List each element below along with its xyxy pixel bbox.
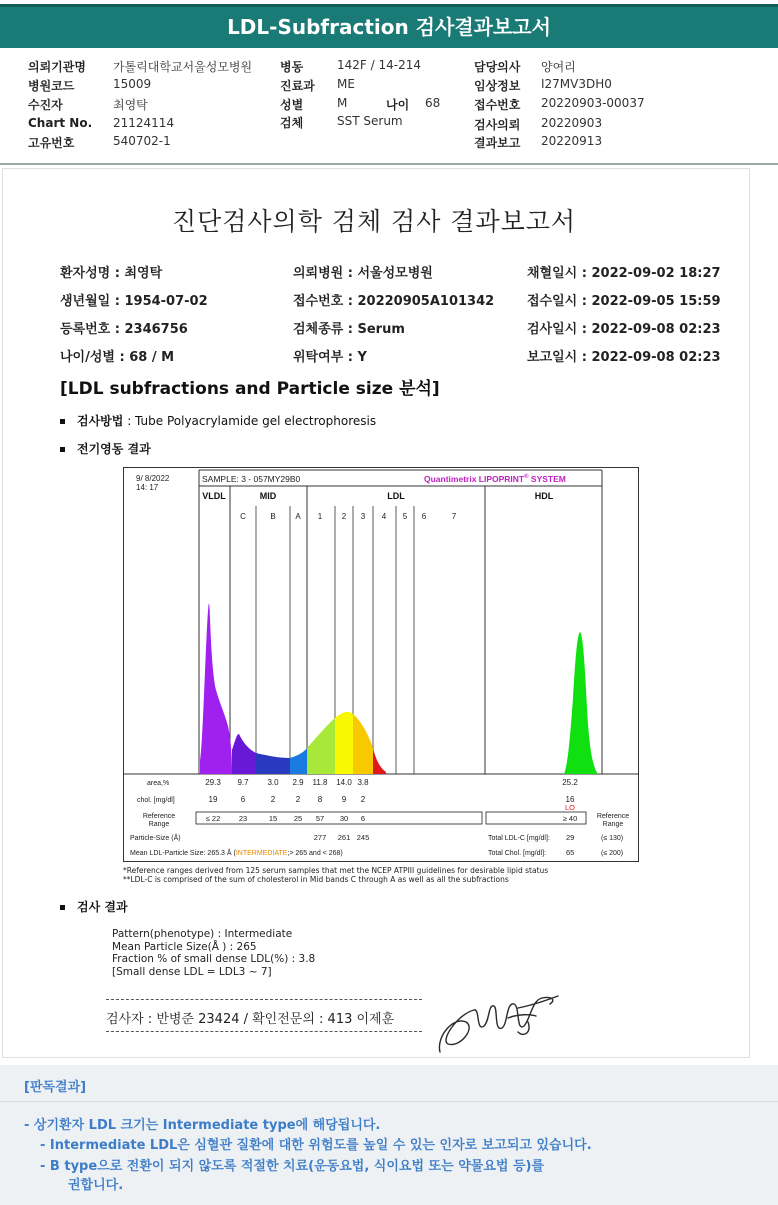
- request-info: [0, 54, 778, 164]
- band-label: A: [295, 512, 301, 521]
- ldl3-band: [353, 714, 373, 774]
- particle-value: 261: [337, 833, 351, 842]
- receipt-number: 접수번호 : 20220905A101342: [293, 294, 495, 309]
- total-ldl-value: 29: [566, 833, 575, 842]
- chol-value: 6: [240, 795, 246, 804]
- particle-label: Particle-Size (Å): [130, 835, 181, 842]
- total-ldl-label: Total LDL-C [mg/dl]:: [488, 835, 550, 842]
- info-value: 142F / 14-214: [337, 58, 421, 72]
- result-mean-size: Mean Particle Size(Å ) : 265: [112, 940, 257, 953]
- specimen-type: 검체종류 : Serum: [293, 322, 405, 337]
- ref-label: Range: [148, 821, 170, 828]
- ref-value: 6: [360, 814, 366, 823]
- info-value: 20220903-00037: [541, 96, 645, 110]
- method-line: [60, 412, 376, 429]
- section-heading: [LDL subfractions and Particle size 분석]: [60, 379, 440, 399]
- info-value: 540702-1: [113, 134, 171, 148]
- particle-value: 277: [313, 833, 327, 842]
- result-block: [112, 928, 315, 978]
- info-value: 68: [425, 96, 441, 110]
- interpretation-line: - 상기환자 LDL 크기는 Intermediate type에 해당됩니다.: [24, 1118, 381, 1133]
- report-title: 진단검사의학 검체 검사 결과보고서: [171, 207, 577, 236]
- dashed-rule: [106, 1031, 422, 1032]
- band-label: 6: [421, 512, 427, 521]
- signature: [432, 992, 564, 1056]
- total-chol-ref: (≤ 200): [601, 850, 624, 857]
- info-label: 담당의사: [474, 60, 521, 74]
- info-value: 가톨릭대학교서울성모병원: [113, 60, 253, 74]
- info-label: 성별: [280, 98, 304, 112]
- info-value: 21124114: [113, 116, 175, 130]
- area-value: 2.9: [292, 778, 304, 787]
- area-value: 25.2: [562, 778, 578, 787]
- chart-footnote: [123, 866, 548, 884]
- band-label: 4: [381, 512, 387, 521]
- info-label: 결과보고: [474, 136, 521, 150]
- ref-value: 57: [315, 814, 325, 823]
- vldl-peak: [200, 604, 232, 774]
- band-label: 7: [451, 512, 457, 521]
- info-label: 검사의뢰: [474, 118, 521, 132]
- footnote-line: *Reference ranges derived from 125 serum samples that met the NCEP ATPIII guidelines for desirable lipid status: [123, 866, 549, 875]
- chol-value: 2: [295, 795, 301, 804]
- draw-datetime: 채혈일시 : 2022-09-02 18:27: [527, 266, 721, 281]
- result-label: 검사 결과: [77, 900, 128, 914]
- band-label: 1: [317, 512, 323, 521]
- bullet-icon: [60, 419, 65, 424]
- total-ldl-ref: (≤ 130): [601, 835, 624, 842]
- patient-reg: 등록번호 : 2346756: [60, 322, 188, 337]
- info-value: 양여리: [541, 60, 576, 74]
- chart-brand: Quantimetrix LIPOPRINT® SYSTEM: [424, 474, 566, 484]
- bullet-icon: [60, 905, 65, 910]
- area-value: 11.8: [312, 778, 328, 787]
- chart-date: 9/ 8/2022: [136, 474, 170, 483]
- ref-label: Reference: [142, 813, 176, 820]
- band-label: C: [240, 512, 246, 521]
- band-label: B: [270, 512, 276, 521]
- result-line: [60, 898, 128, 915]
- info-label: 병동: [280, 60, 304, 74]
- total-chol-value: 65: [566, 848, 575, 857]
- area-value: 3.8: [357, 778, 369, 787]
- chart-sample: SAMPLE: 3 - 057MY29B0: [202, 474, 301, 484]
- info-label: 나이: [386, 98, 410, 112]
- chol-value: 2: [270, 795, 276, 804]
- ldl4-band: [373, 748, 386, 774]
- dashed-rule: [106, 999, 422, 1000]
- ref-hdl-value: ≥ 40: [562, 814, 578, 823]
- patient-age: 나이/성별 : 68 / M: [60, 350, 175, 365]
- title-bar: [0, 4, 778, 48]
- interpretation-line: - Intermediate LDL은 심혈관 질환에 대한 위험도를 높일 수 있는 인자로 보고되고 있습니다.: [40, 1138, 592, 1153]
- request-hospital: 의뢰병원 : 서울성모병원: [293, 266, 433, 281]
- chol-value: 8: [317, 795, 323, 804]
- info-label: 의뢰기관명: [28, 60, 86, 74]
- chol-value: 16: [565, 795, 575, 804]
- info-label: 진료과: [280, 79, 315, 93]
- mid-a-band: [290, 748, 307, 774]
- band-label: 5: [402, 512, 408, 521]
- info-value: 15009: [113, 77, 152, 91]
- hdl-peak: [564, 632, 598, 774]
- result-note: [Small dense LDL = LDL3 ~ 7]: [112, 965, 272, 978]
- area-value: 3.0: [267, 778, 279, 787]
- total-chol-label: Total Chol. [mg/dl]:: [488, 850, 546, 857]
- patient-birth: 생년월일 : 1954-07-02: [60, 294, 208, 309]
- ref-value: 15: [268, 814, 278, 823]
- info-value: M: [337, 96, 348, 110]
- mid-c-band: [232, 734, 256, 774]
- ldl2-band: [335, 712, 353, 774]
- patient-name: 환자성명 : 최영탁: [60, 266, 163, 281]
- electro-label: 전기영동 결과: [77, 442, 151, 456]
- info-label: 검체: [280, 116, 304, 130]
- report-datetime: 보고일시 : 2022-09-08 02:23: [527, 350, 721, 365]
- area-label: area,%: [147, 780, 170, 787]
- electrophoresis-svg: [124, 468, 639, 862]
- band-label: 2: [341, 512, 347, 521]
- ref-value: 23: [238, 814, 248, 823]
- info-value: ME: [337, 77, 355, 91]
- area-value: 29.3: [205, 778, 221, 787]
- chol-value: 2: [360, 795, 366, 804]
- ref-right-label: Range: [602, 821, 624, 828]
- info-label: 접수번호: [474, 98, 521, 112]
- lipoprint-chart: [123, 467, 639, 862]
- divider: [0, 1101, 778, 1102]
- group-label: LDL: [387, 491, 405, 501]
- divider: [0, 163, 778, 165]
- info-value: 20220903: [541, 116, 603, 130]
- info-label: 수진자: [28, 98, 63, 112]
- mid-b-band: [256, 753, 290, 774]
- consignment: 위탁여부 : Y: [293, 350, 367, 365]
- chol-value: 9: [341, 795, 347, 804]
- group-label: HDL: [534, 491, 554, 501]
- area-value: 14.0: [336, 778, 352, 787]
- info-label: 임상정보: [474, 79, 521, 93]
- interpretation-line: - B type으로 전환이 되지 않도록 적절한 치료(운동요법, 식이요법 또는 약물요법 등)를: [40, 1159, 545, 1174]
- band-label: 3: [360, 512, 366, 521]
- particle-value: 245: [356, 833, 370, 842]
- ref-value: 30: [339, 814, 349, 823]
- info-label: 고유번호: [28, 136, 75, 150]
- info-value: 20220913: [541, 134, 603, 148]
- chol-flag: LO: [564, 803, 576, 812]
- result-pattern: Pattern(phenotype) : Intermediate: [112, 928, 293, 940]
- group-label: VLDL: [202, 491, 226, 501]
- area-value: 9.7: [237, 778, 249, 787]
- info-label: Chart No.: [28, 116, 93, 130]
- bullet-icon: [60, 447, 65, 452]
- interpretation-heading: [판독결과]: [24, 1080, 87, 1095]
- ref-value: 25: [293, 814, 303, 823]
- method-value: : Tube Polyacrylamide gel electrophoresis: [123, 414, 377, 428]
- info-label: 병원코드: [28, 79, 75, 93]
- ref-right-label: Reference: [596, 813, 630, 820]
- method-label: 검사방법: [77, 414, 124, 428]
- receive-datetime: 접수일시 : 2022-09-05 15:59: [527, 294, 721, 309]
- chart-time: 14: 17: [136, 483, 159, 492]
- chol-value: 19: [208, 795, 218, 804]
- interpretation-line: 권합니다.: [68, 1178, 124, 1193]
- info-value: 최영탁: [113, 98, 148, 112]
- info-value: SST Serum: [337, 114, 403, 128]
- result-fraction: Fraction % of small dense LDL(%) : 3.8: [112, 953, 316, 965]
- info-value: I27MV3DH0: [541, 77, 612, 91]
- mean-size-line: Mean LDL-Particle Size: 265.3 Å (INTERMEDIATE;> 265 and < 268): [130, 850, 343, 857]
- chol-label: chol. [mg/dl]: [137, 797, 175, 804]
- footnote-line: **LDL-C is comprised of the sum of cholesterol in Mid bands C through A as well as all the subfractions: [123, 875, 509, 884]
- ldl1-band: [307, 718, 335, 774]
- electro-line: [60, 440, 151, 457]
- test-datetime: 검사일시 : 2022-09-08 02:23: [527, 322, 721, 337]
- page-title: LDL-Subfraction 검사결과보고서: [227, 15, 551, 39]
- signer-line: 검사자 : 반병준 23424 / 확인전문의 : 413 이제훈: [106, 1012, 395, 1027]
- group-label: MID: [259, 491, 277, 501]
- ref-value: ≤ 22: [205, 814, 221, 823]
